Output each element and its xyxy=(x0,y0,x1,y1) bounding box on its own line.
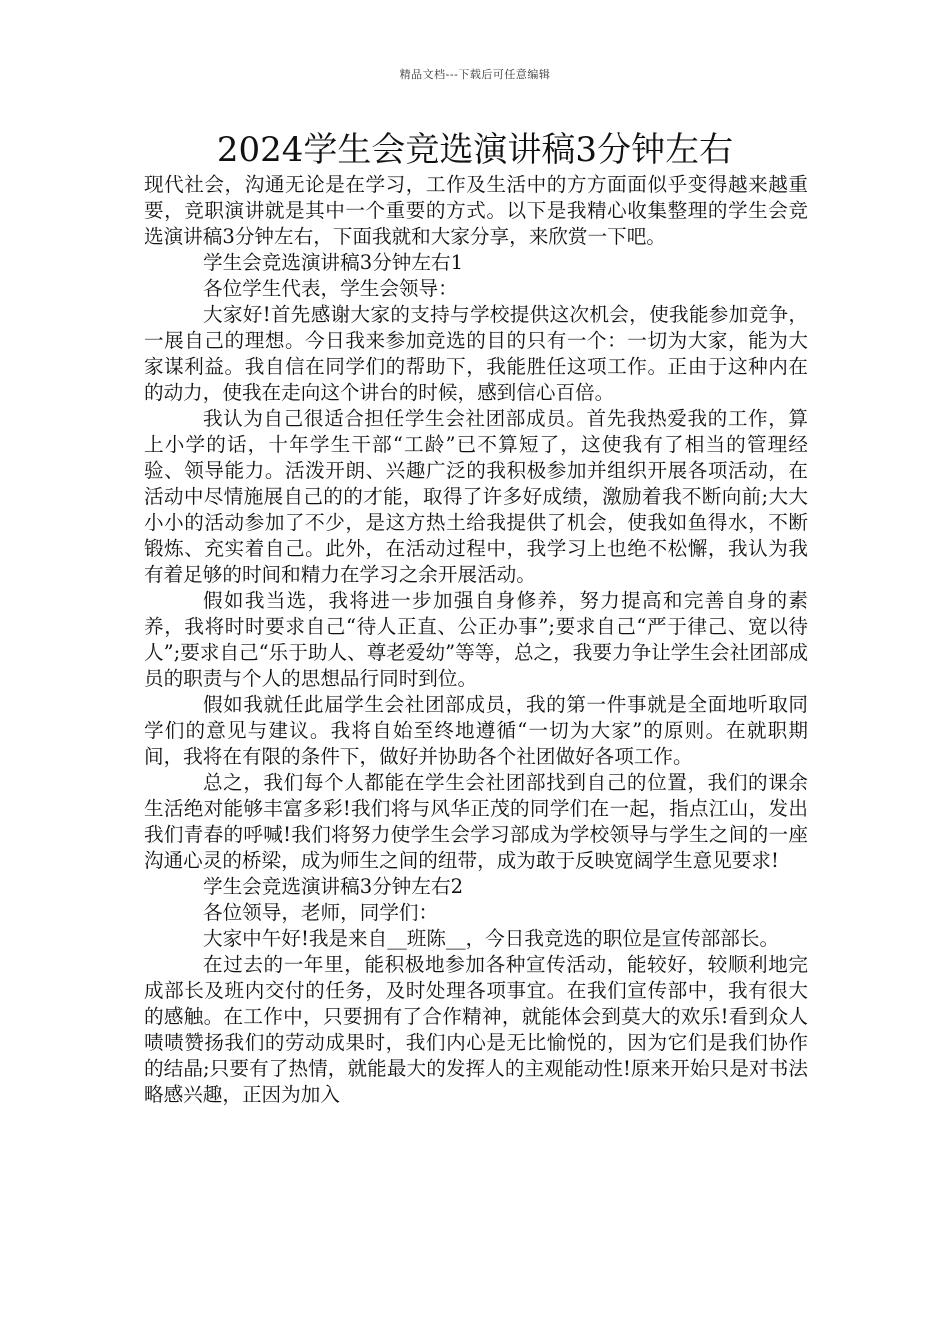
intro-paragraph: 现代社会，沟通无论是在学习，工作及生活中的方方面面似乎变得越来越重要，竞职演讲就是其中一个重要的方式。以下是我精心收集整理的学生会竞选演讲稿3分钟左右，下面我就和大家分享，来欣赏一下吧。 xyxy=(144,173,808,248)
speech-1-paragraph: 假如我当选，我将进一步加强自身修养，努力提高和完善自身的素养，我将时时要求自己“待人正直、公正办事”;要求自己“严于律己、宽以待人”;要求自己“乐于助人、尊老爱幼”等等，总之，我要力争让学生会社团部成员的职责与个人的思想品行同时到位。 xyxy=(144,589,808,690)
speech-2-salutation: 各位领导，老师，同学们： xyxy=(203,901,439,924)
speech-1-paragraph: 假如我就任此届学生会社团部成员，我的第一件事就是全面地听取同学们的意见与建议。我将自始至终地遵循“一切为大家”的原则。在就职期间，我将在有限的条件下，做好并协助各个社团做好各项工作。 xyxy=(144,693,808,768)
speech-1-paragraph: 大家好!首先感谢大家的支持与学校提供这次机会，使我能参加竞争，一展自己的理想。今日我来参加竞选的目的只有一个：一切为大家，能为大家谋利益。我自信在同学们的帮助下，我能胜任这项工作。正由于这种内在的动力，使我在走向这个讲台的时候，感到信心百倍。 xyxy=(144,303,808,404)
speech-1-paragraph: 总之，我们每个人都能在学生会社团部找到自己的位置，我们的课余生活绝对能够丰富多彩!我们将与风华正茂的同学们在一起，指点江山，发出我们青春的呼喊!我们将努力使学生会学习部成为学校领导与学生之间的一座沟通心灵的桥梁，成为师生之间的纽带，成为敢于反映宽阔学生意见要求! xyxy=(144,771,808,872)
speech-1-heading: 学生会竞选演讲稿3分钟左右1 xyxy=(203,251,464,274)
speech-2-heading: 学生会竞选演讲稿3分钟左右2 xyxy=(203,875,464,898)
page-header-watermark: 精品文档---下载后可任意编辑 xyxy=(399,68,551,81)
document-title: 2024学生会竞选演讲稿3分钟左右 xyxy=(216,130,734,170)
speech-1-salutation: 各位学生代表，学生会领导： xyxy=(203,277,458,300)
speech-2-paragraph: 大家中午好!我是来自__班陈__，今日我竞选的职位是宣传部部长。 xyxy=(203,927,780,950)
speech-1-paragraph: 我认为自己很适合担任学生会社团部成员。首先我热爱我的工作，算上小学的话，十年学生干部“工龄”已不算短了，这使我有了相当的管理经验、领导能力。活泼开朗、兴趣广泛的我积极参加并组织开展各项活动，在活动中尽情施展自己的的才能，取得了许多好成绩，激励着我不断向前;大大小小的活动参加了不少，是这方热土给我提供了机会，使我如鱼得水，不断锻炼、充实着自己。此外，在活动过程中，我学习上也绝不松懈，我认为我有着足够的时间和精力在学习之余开展活动。 xyxy=(144,407,808,586)
document-body xyxy=(144,172,808,1108)
speech-2-paragraph: 在过去的一年里，能积极地参加各种宣传活动，能较好，较顺利地完成部长及班内交付的任务，及时处理各项事宜。在我们宣传部中，我有很大的感触。在工作中，只要拥有了合作精神，就能体会到莫大的欢乐!看到众人啧啧赞扬我们的劳动成果时，我们内心是无比愉悦的，因为它们是我们协作的结晶;只要有了热情，就能最大的发挥人的主观能动性!原来开始只是对书法略感兴趣，正因为加入 xyxy=(144,953,808,1106)
